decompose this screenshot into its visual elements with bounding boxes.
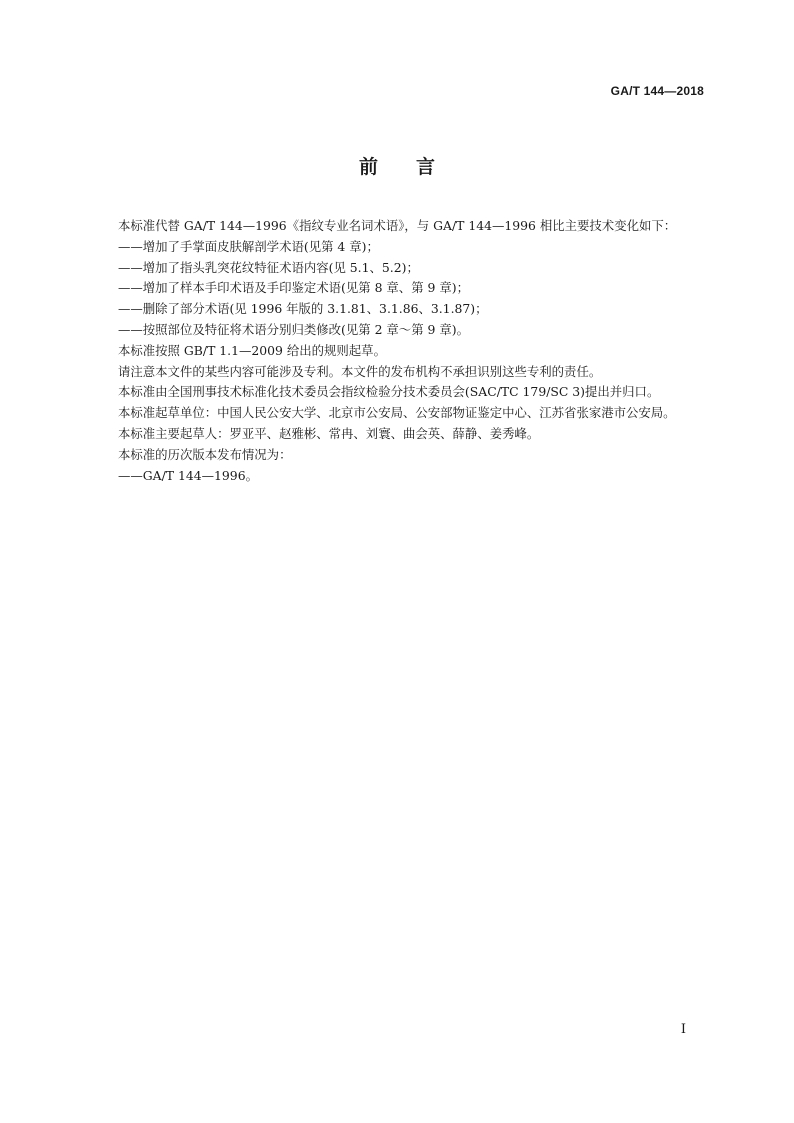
standard-code: GA/T 144—2018 [610, 84, 704, 98]
change-item-deleted-terms: ——删除了部分术语(见 1996 年版的 3.1.81、3.1.86、3.1.87)； [118, 301, 488, 317]
paragraph-proposer: 本标准由全国刑事技术标准化技术委员会指纹检验分技术委员会(SAC/TC 179/SC 3)提出并归口。 [118, 384, 660, 400]
paragraph-replacement-note: 本标准代替 GA/T 144—1996《指纹专业名词术语》，与 GA/T 144—1996 相比主要技术变化如下： [118, 218, 677, 233]
change-item-sample-terms: ——增加了样本手印术语及手印鉴定术语(见第 8 章、第 9 章)； [118, 280, 469, 296]
paragraph-patent-notice: 请注意本文件的某些内容可能涉及专利。本文件的发布机构不承担识别这些专利的责任。 [118, 363, 602, 379]
paragraph-drafters: 本标准主要起草人：罗亚平、赵雅彬、常冉、刘寰、曲会英、薛静、姜秀峰。 [118, 425, 540, 441]
paragraph-drafting-units: 本标准起草单位：中国人民公安大学、北京市公安局、公安部物证鉴定中心、江苏省张家港市公安局。 [118, 405, 676, 421]
paragraph-drafting-rules: 本标准按照 GB/T 1.1—2009 给出的规则起草。 [118, 342, 386, 358]
change-item-palm-terms: ——增加了手掌面皮肤解剖学术语(见第 4 章)； [118, 238, 379, 254]
foreword-body [93, 216, 705, 486]
paragraph-history-intro: 本标准的历次版本发布情况为： [118, 446, 292, 462]
page-number: I [680, 1022, 686, 1037]
change-item-reclassified-terms: ——按照部位及特征将术语分别归类修改(见第 2 章～第 9 章)。 [118, 321, 469, 337]
history-item: ——GA/T 144—1996。 [118, 467, 258, 483]
page-title: 前言 [358, 156, 473, 178]
change-item-fingertip-terms: ——增加了指头乳突花纹特征术语内容(见 5.1、5.2)； [118, 259, 419, 275]
